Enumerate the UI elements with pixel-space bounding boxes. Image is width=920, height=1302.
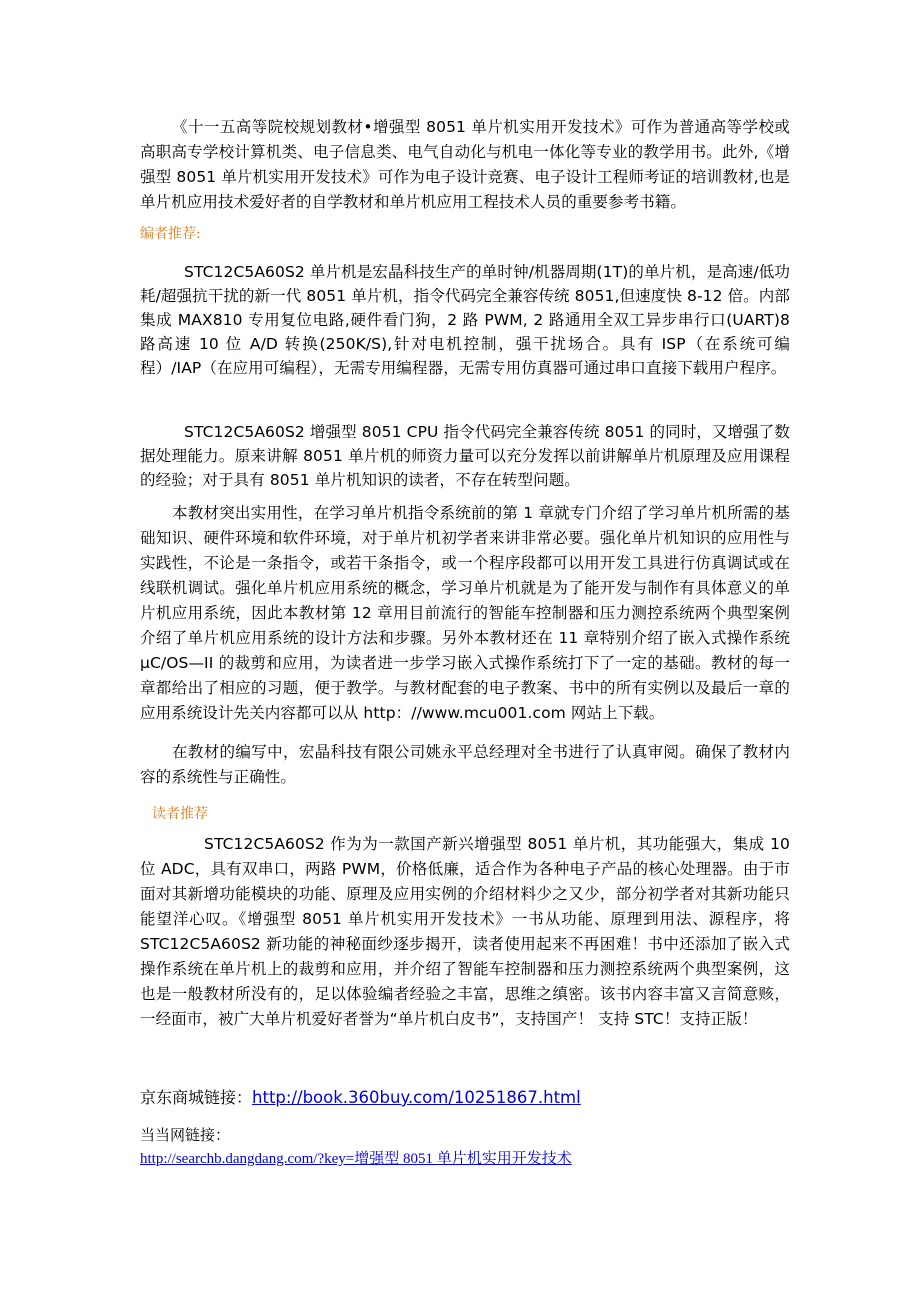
editor-paragraph-3: 本教材突出实用性，在学习单片机指令系统前的第 1 章就专门介绍了学习单片机所需的基础知识、硬件环境和软件环境，对于单片机初学者来讲非常必要。强化单片机知识的应用性与实践性，不论是一条指令，或若干条指令，或一个程序段都可以用开发工具进行仿真调试或在线联机调试。强化单片机应用系统的概念，学习单片机就是为了能开发与制作有具体意义的单片机应用系统，因此本教材第 12 章用目前流行的智能车控制器和压力测控系统两个典型案例介绍了单片机应用系统的设计方法和步骤。另外本教材还在 11 章特别介绍了嵌入式操作系统 μC/OS—II 的裁剪和应用，为读者进一步学习嵌入式操作系统打下了一定的基础。教材的每一章都给出了相应的习题，便于教学。与教材配套的电子教案、书中的所有实例以及最后一章的应用系统设计先关内容都可以从 http：//www.mcu001.com 网站上下载。 — [140, 504, 790, 722]
intro-paragraph: 《十一五高等院校规划教材•增强型 8051 单片机实用开发技术》可作为普通高等学校或高职高专学校计算机类、电子信息类、电气自动化与机电一体化等专业的教学用书。此外,《增强型 8051 单片机实用开发技术》可作为电子设计竞赛、电子设计工程师考证的培训教材,也是单片机应用技术爱好者的自学教材和单片机应用工程技术人员的重要参考书籍。 — [140, 118, 790, 211]
editor-recommendation-heading: 编者推荐: — [140, 226, 201, 242]
reader-recommendation-heading: 读者推荐 — [152, 806, 208, 822]
jd-link-label: 京东商城链接： — [140, 1088, 253, 1107]
editor-paragraph-2: STC12C5A60S2 增强型 8051 CPU 指令代码完全兼容传统 8051 的同时，又增强了数据处理能力。原来讲解 8051 单片机的师资力量可以充分发挥以前讲解单片机原理及应用课程的经验；对于具有 8051 单片机知识的读者，不存在转型问题。 — [140, 423, 790, 489]
dangdang-store-link[interactable]: http://searchb.dangdang.com/?key=增强型 8051 单片机实用开发技术 — [140, 1151, 572, 1167]
dangdang-link-line — [140, 1148, 572, 1170]
jd-store-link[interactable]: http://book.360buy.com/10251867.html — [252, 1088, 581, 1107]
editor-paragraph-1: STC12C5A60S2 单片机是宏晶科技生产的单时钟/机器周期(1T)的单片机，是高速/低功耗/超强抗干扰的新一代 8051 单片机，指令代码完全兼容传统 8051,但速度快 8-12 倍。内部集成 MAX810 专用复位电路,硬件看门狗，2 路 PWM, 2 路通用全双工异步串行口(UART)8 路高速 10 位 A/D 转换(250K/S),针对电机控制，强干扰场合。具有 ISP（在系统可编程）/IAP（在应用可编程），无需专用编程器，无需专用仿真器可通过串口直接下载用户程序。 — [140, 263, 790, 377]
jd-link-line — [140, 1086, 581, 1110]
dangdang-link-label: 当当网链接： — [140, 1126, 231, 1144]
reader-paragraph: STC12C5A60S2 作为为一款国产新兴增强型 8051 单片机，其功能强大，集成 10 位 ADC，具有双串口，两路 PWM，价格低廉，适合作为各种电子产品的核心处理器。由于市面对其新增功能模块的功能、原理及应用实例的介绍材料少之又少，部分初学者对其新功能只能望洋心叹。《增强型 8051 单片机实用开发技术》一书从功能、原理到用法、源程序，将 STC12C5A60S2 新功能的神秘面纱逐步揭开，读者使用起来不再困难！书中还添加了嵌入式操作系统在单片机上的裁剪和应用，并介绍了智能车控制器和压力测控系统两个典型案例，这也是一般教材所没有的，足以体验编者经验之丰富，思维之缜密。该书内容丰富又言简意赅，一经面市，被广大单片机爱好者誉为“单片机白皮书”，支持国产！ 支持 STC！支持正版！ — [140, 835, 790, 1028]
editor-paragraph-4: 在教材的编写中，宏晶科技有限公司姚永平总经理对全书进行了认真审阅。确保了教材内容的系统性与正确性。 — [140, 743, 790, 786]
